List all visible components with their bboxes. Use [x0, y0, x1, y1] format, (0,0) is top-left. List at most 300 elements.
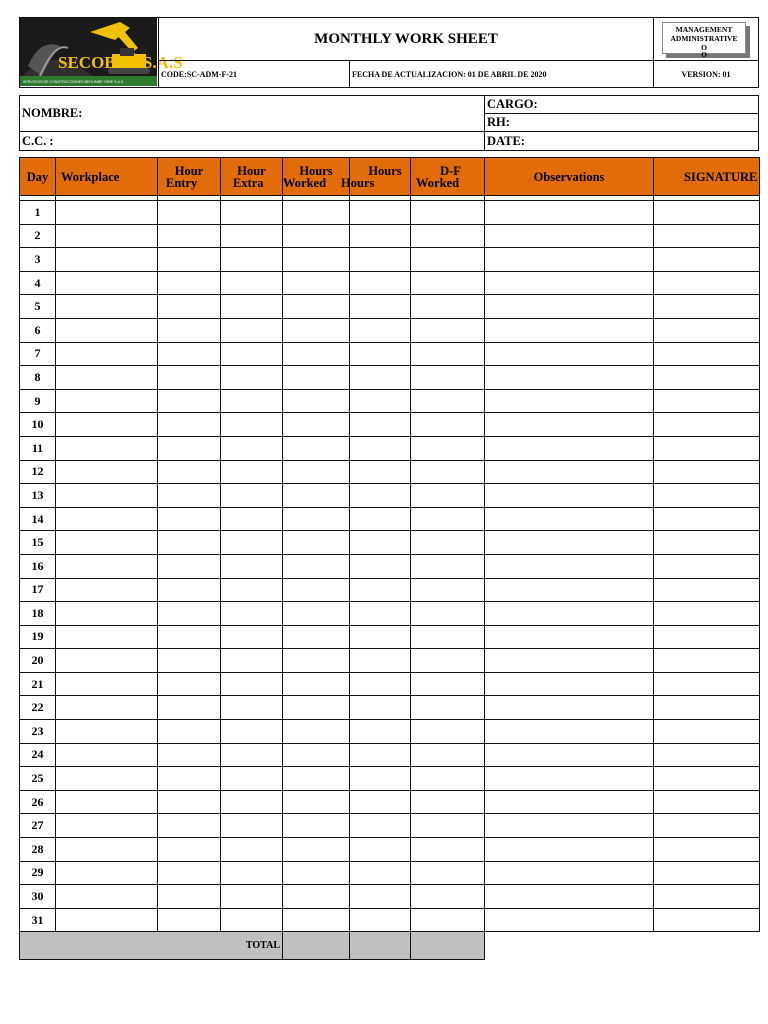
observations-cell[interactable]	[485, 224, 654, 248]
management-line2: ADMINISTRATIVE	[670, 34, 738, 43]
workplace-cell[interactable]	[56, 484, 158, 508]
hours-hours-cell[interactable]	[350, 696, 411, 720]
table-body	[20, 196, 760, 932]
hour-extra-cell[interactable]	[221, 814, 283, 838]
hour-extra-cell[interactable]	[221, 649, 283, 673]
hours-hours-cell[interactable]	[350, 436, 411, 460]
hours-worked-cell[interactable]	[283, 271, 350, 295]
workplace-cell[interactable]	[56, 696, 158, 720]
hours-hours-cell[interactable]	[350, 861, 411, 885]
observations-cell[interactable]	[485, 767, 654, 791]
hour-entry-cell[interactable]	[158, 790, 221, 814]
workplace-cell[interactable]	[56, 578, 158, 602]
df-worked-cell[interactable]	[411, 861, 485, 885]
hours-hours-cell[interactable]	[350, 838, 411, 862]
df-worked-cell[interactable]	[411, 389, 485, 413]
signature-cell[interactable]	[654, 318, 760, 342]
hour-extra-cell[interactable]	[221, 602, 283, 626]
df-worked-cell[interactable]	[411, 696, 485, 720]
hours-hours-cell[interactable]	[350, 484, 411, 508]
hours-worked-cell[interactable]	[283, 531, 350, 555]
df-worked-cell[interactable]	[411, 413, 485, 437]
table-row	[20, 342, 760, 366]
observations-cell[interactable]	[485, 838, 654, 862]
df-worked-cell[interactable]	[411, 602, 485, 626]
cc-label: C.C. :	[22, 133, 54, 148]
signature-cell[interactable]	[654, 602, 760, 626]
workplace-cell[interactable]	[56, 602, 158, 626]
df-worked-cell[interactable]	[411, 342, 485, 366]
hour-extra-cell[interactable]	[221, 908, 283, 932]
hour-extra-cell[interactable]	[221, 861, 283, 885]
hour-entry-cell[interactable]	[158, 672, 221, 696]
signature-cell[interactable]	[654, 484, 760, 508]
hour-entry-cell[interactable]	[158, 696, 221, 720]
signature-cell[interactable]	[654, 413, 760, 437]
hour-entry-cell[interactable]	[158, 436, 221, 460]
hours-worked-cell[interactable]	[283, 885, 350, 909]
hour-entry-cell[interactable]	[158, 814, 221, 838]
observations-cell[interactable]	[485, 885, 654, 909]
hour-extra-cell[interactable]	[221, 389, 283, 413]
hour-entry-cell[interactable]	[158, 484, 221, 508]
hours-hours-cell[interactable]	[350, 743, 411, 767]
hour-extra-cell[interactable]	[221, 224, 283, 248]
hours-hours-cell[interactable]	[350, 507, 411, 531]
hours-hours-cell[interactable]	[350, 649, 411, 673]
signature-cell[interactable]	[654, 672, 760, 696]
hour-extra-cell[interactable]	[221, 531, 283, 555]
workplace-cell[interactable]	[56, 743, 158, 767]
hour-entry-cell[interactable]	[158, 224, 221, 248]
observations-cell[interactable]	[485, 790, 654, 814]
observations-cell[interactable]	[485, 554, 654, 578]
total-hours-worked[interactable]	[283, 932, 350, 960]
workplace-cell[interactable]	[56, 649, 158, 673]
table-row	[20, 696, 760, 720]
table-row	[20, 908, 760, 932]
hour-entry-cell[interactable]	[158, 318, 221, 342]
hour-extra-cell[interactable]	[221, 413, 283, 437]
day-cell: 15	[20, 531, 56, 555]
observations-cell[interactable]	[485, 460, 654, 484]
day-cell: 14	[20, 507, 56, 531]
df-worked-cell[interactable]	[411, 248, 485, 272]
hours-worked-cell[interactable]	[283, 507, 350, 531]
hours-worked-cell[interactable]	[283, 672, 350, 696]
hours-hours-cell[interactable]	[350, 908, 411, 932]
day-cell: 28	[20, 838, 56, 862]
hours-worked-cell[interactable]	[283, 720, 350, 744]
date-field[interactable]	[484, 131, 759, 151]
hour-extra-cell[interactable]	[221, 554, 283, 578]
hour-extra-cell[interactable]	[221, 342, 283, 366]
workplace-cell[interactable]	[56, 342, 158, 366]
workplace-cell[interactable]	[56, 625, 158, 649]
hours-worked-cell[interactable]	[283, 602, 350, 626]
observations-cell[interactable]	[485, 696, 654, 720]
hours-hours-cell[interactable]	[350, 295, 411, 319]
hour-entry-cell[interactable]	[158, 720, 221, 744]
workplace-cell[interactable]	[56, 271, 158, 295]
version-cell: VERSION: 01	[653, 60, 759, 88]
table-row	[20, 460, 760, 484]
hours-hours-cell[interactable]	[350, 248, 411, 272]
workplace-cell[interactable]	[56, 318, 158, 342]
signature-cell[interactable]	[654, 436, 760, 460]
col-hour-extra-l2: Extra	[233, 175, 264, 190]
hour-extra-cell[interactable]	[221, 507, 283, 531]
hours-hours-cell[interactable]	[350, 602, 411, 626]
df-worked-cell[interactable]	[411, 838, 485, 862]
hour-extra-cell[interactable]	[221, 767, 283, 791]
signature-cell[interactable]	[654, 696, 760, 720]
hour-extra-cell[interactable]	[221, 790, 283, 814]
workplace-cell[interactable]	[56, 814, 158, 838]
hours-worked-cell[interactable]	[283, 908, 350, 932]
hour-extra-cell[interactable]	[221, 885, 283, 909]
observations-cell[interactable]	[485, 861, 654, 885]
hour-entry-cell[interactable]	[158, 625, 221, 649]
signature-cell[interactable]	[654, 743, 760, 767]
observations-cell[interactable]	[485, 271, 654, 295]
observations-cell[interactable]	[485, 649, 654, 673]
day-cell: 1	[20, 201, 56, 225]
hours-worked-cell[interactable]	[283, 814, 350, 838]
day-cell: 5	[20, 295, 56, 319]
workplace-cell[interactable]	[56, 413, 158, 437]
signature-cell[interactable]	[654, 908, 760, 932]
hour-entry-cell[interactable]	[158, 413, 221, 437]
management-line3: O	[701, 43, 707, 52]
logo-text: SECOBEY S.A.S	[58, 53, 183, 72]
hour-entry-cell[interactable]	[158, 295, 221, 319]
rh-field[interactable]	[484, 113, 759, 132]
signature-cell[interactable]	[654, 366, 760, 390]
workplace-cell[interactable]	[56, 672, 158, 696]
hour-extra-cell[interactable]	[221, 625, 283, 649]
hours-worked-cell[interactable]	[283, 649, 350, 673]
hours-worked-cell[interactable]	[283, 342, 350, 366]
observations-cell[interactable]	[485, 484, 654, 508]
df-worked-cell[interactable]	[411, 885, 485, 909]
hours-worked-cell[interactable]	[283, 248, 350, 272]
table-row	[20, 861, 760, 885]
hour-extra-cell[interactable]	[221, 460, 283, 484]
hour-entry-cell[interactable]	[158, 460, 221, 484]
observations-cell[interactable]	[485, 578, 654, 602]
hour-entry-cell[interactable]	[158, 389, 221, 413]
df-worked-cell[interactable]	[411, 814, 485, 838]
hours-worked-cell[interactable]	[283, 838, 350, 862]
hours-worked-cell[interactable]	[283, 554, 350, 578]
hour-extra-cell[interactable]	[221, 838, 283, 862]
management-line1: MANAGEMENT	[675, 25, 733, 34]
total-empty-sig	[654, 932, 760, 960]
workplace-cell[interactable]	[56, 366, 158, 390]
hours-worked-cell[interactable]	[283, 484, 350, 508]
hour-entry-cell[interactable]	[158, 366, 221, 390]
hours-worked-cell[interactable]	[283, 460, 350, 484]
hour-extra-cell[interactable]	[221, 295, 283, 319]
hours-hours-cell[interactable]	[350, 531, 411, 555]
signature-cell[interactable]	[654, 578, 760, 602]
signature-cell[interactable]	[654, 649, 760, 673]
workplace-cell[interactable]	[56, 861, 158, 885]
table-row	[20, 767, 760, 791]
observations-cell[interactable]	[485, 672, 654, 696]
hour-entry-cell[interactable]	[158, 507, 221, 531]
hours-worked-cell[interactable]	[283, 767, 350, 791]
signature-cell[interactable]	[654, 838, 760, 862]
observations-cell[interactable]	[485, 318, 654, 342]
cc-field[interactable]	[19, 131, 485, 151]
hour-extra-cell[interactable]	[221, 484, 283, 508]
table-row	[20, 531, 760, 555]
hour-entry-cell[interactable]	[158, 342, 221, 366]
rh-label: RH:	[487, 115, 510, 129]
hour-entry-cell[interactable]	[158, 271, 221, 295]
hours-hours-cell[interactable]	[350, 767, 411, 791]
hours-worked-cell[interactable]	[283, 790, 350, 814]
signature-cell[interactable]	[654, 767, 760, 791]
hour-entry-cell[interactable]	[158, 201, 221, 225]
hours-hours-cell[interactable]	[350, 578, 411, 602]
signature-cell[interactable]	[654, 861, 760, 885]
df-worked-cell[interactable]	[411, 531, 485, 555]
hour-entry-cell[interactable]	[158, 531, 221, 555]
hours-hours-cell[interactable]	[350, 720, 411, 744]
hour-extra-cell[interactable]	[221, 366, 283, 390]
workplace-cell[interactable]	[56, 460, 158, 484]
workplace-cell[interactable]	[56, 531, 158, 555]
hours-hours-cell[interactable]	[350, 625, 411, 649]
hour-entry-cell[interactable]	[158, 649, 221, 673]
df-worked-cell[interactable]	[411, 908, 485, 932]
day-cell: 12	[20, 460, 56, 484]
hours-hours-cell[interactable]	[350, 672, 411, 696]
signature-cell[interactable]	[654, 295, 760, 319]
workplace-cell[interactable]	[56, 224, 158, 248]
observations-cell[interactable]	[485, 413, 654, 437]
hours-hours-cell[interactable]	[350, 460, 411, 484]
df-worked-cell[interactable]	[411, 436, 485, 460]
df-worked-cell[interactable]	[411, 201, 485, 225]
signature-cell[interactable]	[654, 625, 760, 649]
hours-worked-cell[interactable]	[283, 295, 350, 319]
observations-cell[interactable]	[485, 436, 654, 460]
signature-cell[interactable]	[654, 814, 760, 838]
col-hour-entry-l1: Hour	[174, 163, 204, 178]
hour-entry-cell[interactable]	[158, 767, 221, 791]
signature-cell[interactable]	[654, 248, 760, 272]
observations-cell[interactable]	[485, 342, 654, 366]
df-worked-cell[interactable]	[411, 625, 485, 649]
signature-cell[interactable]	[654, 342, 760, 366]
workplace-cell[interactable]	[56, 885, 158, 909]
hours-worked-cell[interactable]	[283, 696, 350, 720]
df-worked-cell[interactable]	[411, 790, 485, 814]
workplace-cell[interactable]	[56, 767, 158, 791]
workplace-cell[interactable]	[56, 908, 158, 932]
df-worked-cell[interactable]	[411, 578, 485, 602]
col-hour-extra-l1: Hour	[237, 163, 266, 178]
signature-cell[interactable]	[654, 271, 760, 295]
signature-cell[interactable]	[654, 224, 760, 248]
hours-worked-cell[interactable]	[283, 366, 350, 390]
nombre-field[interactable]	[19, 95, 485, 132]
observations-cell[interactable]	[485, 720, 654, 744]
hour-extra-cell[interactable]	[221, 578, 283, 602]
hours-hours-cell[interactable]	[350, 814, 411, 838]
df-worked-cell[interactable]	[411, 767, 485, 791]
hours-worked-cell[interactable]	[283, 389, 350, 413]
hour-entry-cell[interactable]	[158, 861, 221, 885]
table-row	[20, 743, 760, 767]
df-worked-cell[interactable]	[411, 460, 485, 484]
observations-cell[interactable]	[485, 295, 654, 319]
hours-worked-cell[interactable]	[283, 224, 350, 248]
observations-cell[interactable]	[485, 743, 654, 767]
workplace-cell[interactable]	[56, 201, 158, 225]
df-worked-cell[interactable]	[411, 366, 485, 390]
day-cell: 3	[20, 248, 56, 272]
hour-entry-cell[interactable]	[158, 908, 221, 932]
hour-extra-cell[interactable]	[221, 201, 283, 225]
signature-cell[interactable]	[654, 554, 760, 578]
df-worked-cell[interactable]	[411, 484, 485, 508]
hours-hours-cell[interactable]	[350, 554, 411, 578]
hour-extra-cell[interactable]	[221, 436, 283, 460]
observations-cell[interactable]	[485, 201, 654, 225]
table-row	[20, 484, 760, 508]
df-worked-cell[interactable]	[411, 224, 485, 248]
hours-worked-cell[interactable]	[283, 861, 350, 885]
hour-extra-cell[interactable]	[221, 318, 283, 342]
workplace-cell[interactable]	[56, 507, 158, 531]
workplace-cell[interactable]	[56, 790, 158, 814]
workplace-cell[interactable]	[56, 838, 158, 862]
hour-entry-cell[interactable]	[158, 885, 221, 909]
hour-extra-cell[interactable]	[221, 271, 283, 295]
df-worked-cell[interactable]	[411, 295, 485, 319]
hours-hours-cell[interactable]	[350, 389, 411, 413]
signature-cell[interactable]	[654, 389, 760, 413]
workplace-cell[interactable]	[56, 436, 158, 460]
hours-hours-cell[interactable]	[350, 366, 411, 390]
hours-worked-cell[interactable]	[283, 436, 350, 460]
hours-hours-cell[interactable]	[350, 318, 411, 342]
day-cell: 23	[20, 720, 56, 744]
signature-cell[interactable]	[654, 531, 760, 555]
total-hours-hours[interactable]	[350, 932, 411, 960]
day-cell: 19	[20, 625, 56, 649]
observations-cell[interactable]	[485, 602, 654, 626]
hours-hours-cell[interactable]	[350, 885, 411, 909]
hour-entry-cell[interactable]	[158, 838, 221, 862]
hour-extra-cell[interactable]	[221, 696, 283, 720]
workplace-cell[interactable]	[56, 554, 158, 578]
hour-entry-cell[interactable]	[158, 554, 221, 578]
signature-cell[interactable]	[654, 507, 760, 531]
hours-hours-cell[interactable]	[350, 201, 411, 225]
col-signature: SIGNATURE	[654, 158, 760, 196]
day-cell: 4	[20, 271, 56, 295]
hours-worked-cell[interactable]	[283, 201, 350, 225]
hour-extra-cell[interactable]	[221, 672, 283, 696]
hours-worked-cell[interactable]	[283, 578, 350, 602]
observations-cell[interactable]	[485, 248, 654, 272]
total-label-cell	[20, 932, 283, 960]
hour-entry-cell[interactable]	[158, 578, 221, 602]
df-worked-cell[interactable]	[411, 743, 485, 767]
signature-cell[interactable]	[654, 720, 760, 744]
hour-extra-cell[interactable]	[221, 248, 283, 272]
hours-hours-cell[interactable]	[350, 271, 411, 295]
signature-cell[interactable]	[654, 885, 760, 909]
hours-worked-cell[interactable]	[283, 743, 350, 767]
signature-cell[interactable]	[654, 201, 760, 225]
hour-extra-cell[interactable]	[221, 720, 283, 744]
total-row	[20, 932, 760, 960]
observations-cell[interactable]	[485, 507, 654, 531]
df-worked-cell[interactable]	[411, 649, 485, 673]
table-row	[20, 248, 760, 272]
observations-cell[interactable]	[485, 908, 654, 932]
hours-worked-cell[interactable]	[283, 413, 350, 437]
df-worked-cell[interactable]	[411, 554, 485, 578]
workplace-cell[interactable]	[56, 295, 158, 319]
table-row	[20, 271, 760, 295]
observations-cell[interactable]	[485, 814, 654, 838]
col-hours-worked	[283, 158, 350, 196]
hours-worked-cell[interactable]	[283, 625, 350, 649]
cargo-label: CARGO:	[487, 97, 538, 111]
df-worked-cell[interactable]	[411, 271, 485, 295]
df-worked-cell[interactable]	[411, 672, 485, 696]
df-worked-cell[interactable]	[411, 507, 485, 531]
hour-entry-cell[interactable]	[158, 743, 221, 767]
hours-worked-cell[interactable]	[283, 318, 350, 342]
hour-entry-cell[interactable]	[158, 602, 221, 626]
hours-hours-cell[interactable]	[350, 224, 411, 248]
work-sheet-table	[19, 157, 760, 960]
hour-entry-cell[interactable]	[158, 248, 221, 272]
df-worked-cell[interactable]	[411, 720, 485, 744]
hours-hours-cell[interactable]	[350, 413, 411, 437]
signature-cell[interactable]	[654, 790, 760, 814]
col-day: Day	[20, 158, 56, 196]
cargo-field[interactable]	[484, 95, 759, 114]
workplace-cell[interactable]	[56, 389, 158, 413]
observations-cell[interactable]	[485, 625, 654, 649]
signature-cell[interactable]	[654, 460, 760, 484]
workplace-cell[interactable]	[56, 720, 158, 744]
observations-cell[interactable]	[485, 389, 654, 413]
workplace-cell[interactable]	[56, 248, 158, 272]
hour-extra-cell[interactable]	[221, 743, 283, 767]
hours-hours-cell[interactable]	[350, 790, 411, 814]
observations-cell[interactable]	[485, 531, 654, 555]
table-row	[20, 436, 760, 460]
table-row	[20, 389, 760, 413]
df-worked-cell[interactable]	[411, 318, 485, 342]
observations-cell[interactable]	[485, 366, 654, 390]
day-cell: 20	[20, 649, 56, 673]
total-df-worked[interactable]	[411, 932, 485, 960]
fecha-cell: FECHA DE ACTUALIZACION: 01 DE ABRIL DE 2020	[349, 60, 654, 88]
hours-hours-cell[interactable]	[350, 342, 411, 366]
